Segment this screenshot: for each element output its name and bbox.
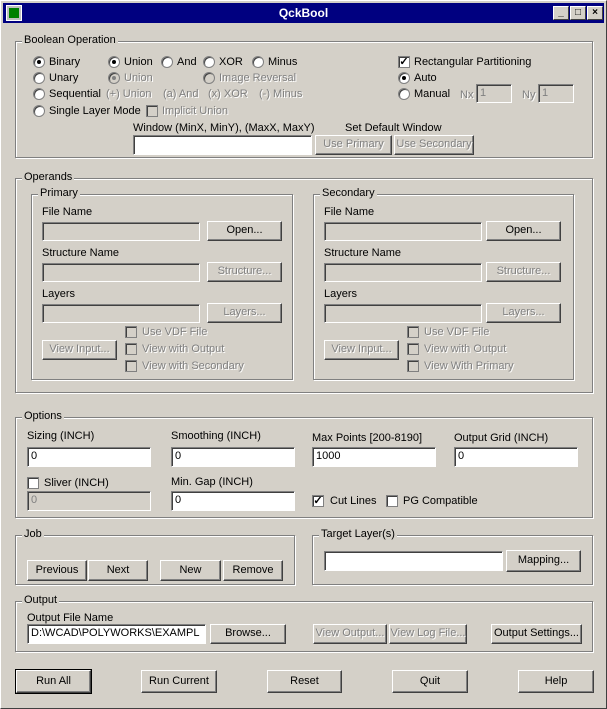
seq-minus-label: (-) Minus: [259, 88, 303, 100]
primary-use-vdf-checkbox[interactable]: [125, 326, 137, 338]
primary-open-button[interactable]: Open...: [207, 221, 282, 241]
boolean-operation-label: Boolean Operation: [24, 34, 116, 46]
sizing-label: Sizing (INCH): [27, 430, 95, 442]
sequential-label: Sequential: [49, 88, 101, 100]
secondary-layers-label: Layers: [324, 288, 358, 300]
output-grid-label: Output Grid (INCH): [454, 432, 549, 444]
binary-radio[interactable]: [33, 56, 45, 68]
primary-structure-field[interactable]: [42, 263, 200, 282]
cut-lines-label: Cut Lines: [330, 495, 377, 507]
primary-layers-label: Layers: [42, 288, 76, 300]
implicit-union-checkbox[interactable]: [146, 105, 158, 117]
operands-label: Operands: [24, 171, 73, 183]
output-file-name-input[interactable]: D:\WCAD\POLYWORKS\EXAMPL: [27, 624, 206, 644]
output-file-name-label: Output File Name: [27, 612, 114, 624]
seq-union-label: (+) Union: [106, 88, 152, 100]
xor-label: XOR: [219, 56, 243, 68]
use-primary-button[interactable]: Use Primary: [315, 135, 392, 155]
secondary-file-name-label: File Name: [324, 206, 375, 218]
target-layers-input[interactable]: [324, 551, 503, 571]
binary-label: Binary: [49, 56, 81, 68]
browse-button[interactable]: Browse...: [210, 624, 286, 644]
minus-radio[interactable]: [252, 56, 264, 68]
rect-partitioning-checkbox[interactable]: ✓: [399, 56, 409, 68]
output-grid-input[interactable]: 0: [454, 447, 578, 467]
max-points-label: Max Points [200-8190]: [312, 432, 423, 444]
sliver-input[interactable]: 0: [27, 491, 151, 511]
window-coords-label: Window (MinX, MinY), (MaxX, MaxY): [133, 122, 315, 134]
close-button[interactable]: ×: [587, 6, 603, 20]
output-settings-button[interactable]: Output Settings...: [491, 624, 582, 644]
quit-button[interactable]: Quit: [392, 670, 468, 693]
view-log-file-button[interactable]: View Log File...: [389, 624, 467, 644]
run-all-button[interactable]: Run All: [16, 670, 91, 693]
union-radio[interactable]: [108, 56, 120, 68]
sliver-label: Sliver (INCH): [44, 477, 109, 489]
secondary-view-primary-checkbox[interactable]: [407, 360, 419, 372]
primary-view-input-button[interactable]: View Input...: [42, 340, 117, 360]
primary-layers-button[interactable]: Layers...: [207, 303, 282, 323]
use-secondary-button[interactable]: Use Secondary: [394, 135, 474, 155]
set-default-window-label: Set Default Window: [345, 122, 442, 134]
min-gap-label: Min. Gap (INCH): [171, 476, 253, 488]
secondary-view-output-checkbox[interactable]: [407, 343, 419, 355]
and-radio[interactable]: [161, 56, 173, 68]
max-points-input[interactable]: 1000: [312, 447, 436, 467]
image-reversal-label: Image Reversal: [219, 72, 297, 84]
pg-compatible-label: PG Compatible: [403, 495, 478, 507]
primary-layers-field[interactable]: [42, 304, 200, 323]
secondary-structure-field[interactable]: [324, 263, 482, 282]
secondary-view-output-label: View with Output: [424, 343, 507, 355]
secondary-view-input-button[interactable]: View Input...: [324, 340, 399, 360]
cut-lines-checkbox[interactable]: ✓: [313, 495, 323, 507]
primary-label: Primary: [40, 187, 78, 199]
run-current-button[interactable]: Run Current: [141, 670, 217, 693]
window-coords-input[interactable]: [133, 135, 312, 155]
nx-label: Nx: [460, 89, 474, 101]
unary-label: Unary: [49, 72, 79, 84]
sizing-input[interactable]: 0: [27, 447, 151, 467]
secondary-use-vdf-label: Use VDF File: [424, 326, 490, 338]
auto-label: Auto: [414, 72, 437, 84]
maximize-button[interactable]: □: [570, 6, 586, 20]
image-reversal-radio[interactable]: [203, 72, 215, 84]
nx-field[interactable]: 1: [476, 84, 512, 103]
seq-and-label: (a) And: [163, 88, 199, 100]
output-label: Output: [24, 594, 58, 606]
smoothing-input[interactable]: 0: [171, 447, 295, 467]
primary-view-output-label: View with Output: [142, 343, 225, 355]
seq-xor-label: (x) XOR: [208, 88, 248, 100]
pg-compatible-checkbox[interactable]: [386, 495, 398, 507]
implicit-union-label: Implicit Union: [162, 105, 229, 117]
primary-file-name-field[interactable]: [42, 222, 200, 241]
secondary-open-button[interactable]: Open...: [486, 221, 561, 241]
ny-field[interactable]: 1: [538, 84, 574, 103]
secondary-structure-button[interactable]: Structure...: [486, 262, 561, 282]
mapping-button[interactable]: Mapping...: [506, 550, 581, 572]
target-layers-label: Target Layer(s): [321, 528, 395, 540]
sequential-radio[interactable]: [33, 88, 45, 100]
title-bar[interactable]: [3, 3, 604, 23]
manual-label: Manual: [414, 88, 451, 100]
secondary-layers-field[interactable]: [324, 304, 482, 323]
window-title: QckBool: [278, 6, 329, 20]
secondary-structure-name-label: Structure Name: [324, 247, 402, 259]
sliver-checkbox[interactable]: [27, 477, 39, 489]
primary-structure-button[interactable]: Structure...: [207, 262, 282, 282]
unary-union-label: Union: [124, 72, 153, 84]
xor-radio[interactable]: [203, 56, 215, 68]
min-gap-input[interactable]: 0: [171, 491, 295, 511]
and-label: And: [177, 56, 197, 68]
secondary-layers-button[interactable]: Layers...: [486, 303, 561, 323]
manual-radio[interactable]: [398, 88, 410, 100]
unary-radio[interactable]: [33, 72, 45, 84]
union-label: Union: [124, 56, 153, 68]
primary-structure-name-label: Structure Name: [42, 247, 120, 259]
options-label: Options: [24, 410, 62, 422]
secondary-label: Secondary: [322, 187, 375, 199]
previous-button[interactable]: Previous: [27, 560, 87, 581]
primary-file-name-label: File Name: [42, 206, 93, 218]
auto-radio[interactable]: [398, 72, 410, 84]
primary-view-output-checkbox[interactable]: [125, 343, 137, 355]
minimize-button[interactable]: _: [553, 6, 569, 20]
view-output-button[interactable]: View Output...: [313, 624, 387, 644]
smoothing-label: Smoothing (INCH): [171, 430, 261, 442]
reset-button[interactable]: Reset: [267, 670, 342, 693]
remove-button[interactable]: Remove: [223, 560, 283, 581]
secondary-view-primary-label: View With Primary: [424, 360, 514, 372]
secondary-use-vdf-checkbox[interactable]: [407, 326, 419, 338]
new-button[interactable]: New: [160, 560, 221, 581]
next-button[interactable]: Next: [88, 560, 148, 581]
ny-label: Ny: [522, 89, 536, 101]
single-layer-radio[interactable]: [33, 105, 45, 117]
job-label: Job: [24, 528, 42, 540]
primary-use-vdf-label: Use VDF File: [142, 326, 208, 338]
unary-union-radio[interactable]: [108, 72, 120, 84]
rect-partitioning-label: Rectangular Partitioning: [414, 56, 532, 68]
secondary-file-name-field[interactable]: [324, 222, 482, 241]
primary-view-secondary-checkbox[interactable]: [125, 360, 137, 372]
help-button[interactable]: Help: [518, 670, 594, 693]
minus-label: Minus: [268, 56, 298, 68]
primary-view-secondary-label: View with Secondary: [142, 360, 244, 372]
single-layer-label: Single Layer Mode: [49, 105, 141, 117]
